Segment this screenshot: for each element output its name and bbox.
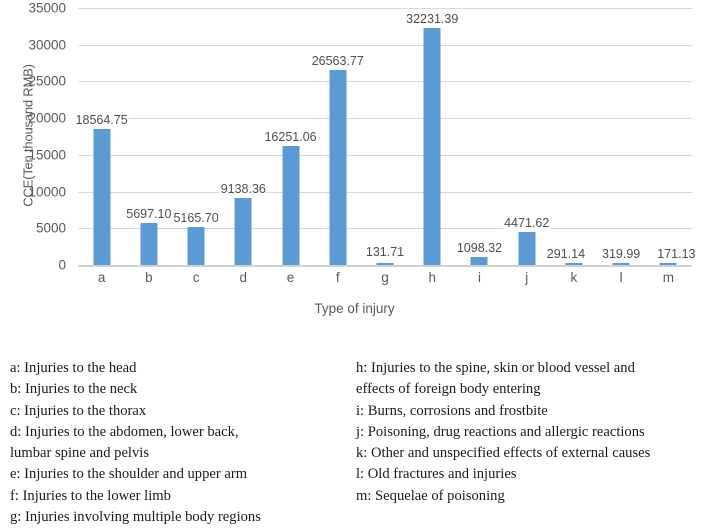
bar-value-label: 171.13 (657, 246, 696, 261)
x-axis-title: Type of injury (314, 301, 395, 316)
x-axis-tick-label: h (428, 270, 436, 285)
y-axis-title: CCE(Ten thousand RMB) (20, 64, 36, 207)
x-axis-tick-label: k (570, 270, 578, 285)
x-axis-tick-label: l (619, 270, 623, 285)
bar[interactable] (140, 223, 157, 265)
legend-entry: h: Injuries to the spine, skin or blood vessel and (356, 360, 635, 376)
x-axis-tick-label: d (239, 270, 248, 285)
y-axis-tick-labels (0, 0, 72, 273)
y-axis-tick-label: 5000 (35, 220, 66, 236)
legend-entry: i: Burns, corrosions and frostbite (356, 402, 548, 419)
bar-value-label: 319.99 (602, 246, 641, 261)
legend-caption (0, 358, 709, 528)
bars-layer (75, 8, 696, 265)
y-axis-tick-label: 30000 (28, 37, 66, 53)
bar[interactable] (377, 263, 394, 266)
bar[interactable] (613, 263, 630, 266)
legend-entry: e: Injuries to the shoulder and upper arm (10, 466, 248, 483)
legend-column-left (10, 358, 350, 528)
y-axis-tick-label: 35000 (28, 0, 66, 16)
plot-area (75, 8, 696, 265)
x-axis-tick-label: c (192, 270, 200, 285)
x-axis-tick-label: m (662, 270, 674, 285)
y-axis-tick-label: 15000 (28, 147, 66, 163)
legend-entry: m: Sequelae of poisoning (356, 487, 505, 504)
legend-entry: g: Injuries involving multiple body regions (10, 509, 261, 526)
x-axis-tick-label: e (286, 270, 295, 285)
bar[interactable] (282, 146, 299, 265)
legend-entry: lumbar spine and pelvis (10, 445, 150, 462)
y-axis-tick-label: 25000 (28, 73, 66, 89)
bar[interactable] (565, 263, 582, 266)
bar[interactable] (188, 227, 205, 265)
y-axis-tick-label: 0 (58, 257, 66, 273)
legend-entry: a: Injuries to the head (10, 360, 137, 376)
bar[interactable] (93, 129, 110, 265)
legend-entry: k: Other and unspecified effects of external causes (356, 445, 651, 462)
bar[interactable] (660, 263, 677, 266)
bar-value-label: 5697.10 (126, 207, 172, 222)
x-axis-tick-label: b (145, 270, 153, 285)
legend-entry: j: Poisoning, drug reactions and allergic reactions (356, 423, 645, 440)
x-axis-tick-labels (78, 270, 692, 292)
bar-value-label: 5165.70 (173, 211, 219, 226)
legend-entry: l: Old fractures and injuries (356, 466, 517, 483)
bar[interactable] (424, 28, 441, 265)
bar-value-label: 4471.62 (504, 216, 550, 231)
x-axis-tick-label: g (381, 270, 389, 285)
legend-entry: d: Injuries to the abdomen, lower back, (10, 423, 239, 440)
x-axis-tick-label: i (477, 270, 481, 285)
x-axis-tick-label: j (525, 270, 529, 285)
gridline (78, 265, 692, 267)
bar-value-label: 32231.39 (406, 12, 459, 27)
legend-column-right (356, 358, 706, 507)
bar-value-label: 291.14 (546, 246, 586, 261)
bar-value-label: 26563.77 (311, 53, 364, 68)
legend-entry: f: Injuries to the lower limb (10, 487, 171, 504)
bar-value-label: 1098.32 (456, 240, 503, 255)
bar-value-label: 18564.75 (75, 112, 128, 127)
legend-entry: effects of foreign body entering (356, 381, 541, 398)
bar-value-label: 131.71 (365, 244, 405, 259)
bar[interactable] (235, 198, 252, 265)
legend-entry: b: Injuries to the neck (10, 381, 138, 398)
y-axis-tick-label: 20000 (28, 110, 66, 126)
y-axis-tick-label: 10000 (28, 184, 66, 200)
bar[interactable] (518, 232, 535, 265)
bar[interactable] (471, 257, 488, 265)
bar[interactable] (329, 70, 346, 265)
bar-value-label: 16251.06 (264, 129, 317, 144)
legend-entry: c: Injuries to the thorax (10, 402, 147, 419)
x-axis-tick-label: f (335, 270, 340, 285)
x-axis-tick-label: a (97, 270, 106, 285)
bar-value-label: 9138.36 (220, 181, 266, 196)
